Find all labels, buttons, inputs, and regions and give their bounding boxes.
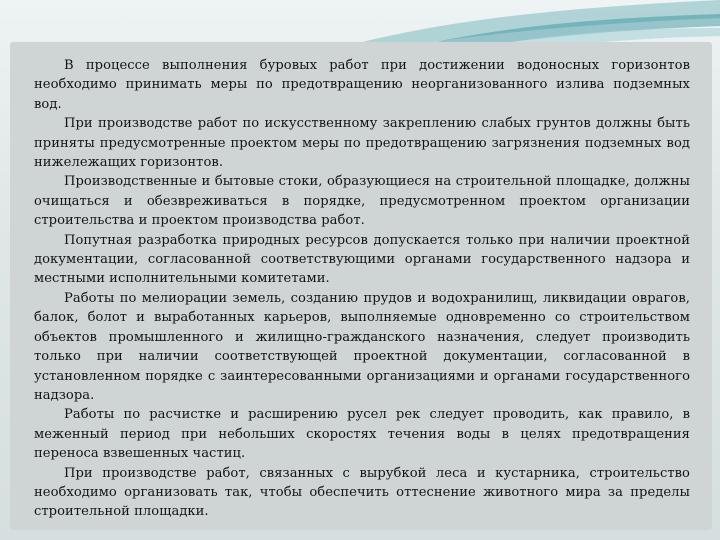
paragraph-drilling-works: В процессе выполнения буровых работ при достижении водоносных горизонтов необходимо принимать меры по предотвращению неорганизованного излива подземных вод. <box>34 58 690 112</box>
paragraph-soil-stabilization: При производстве работ по искусственному закреплению слабых грунтов должны быть приняты предусмотренные проектом меры по предотвращению загрязнения подземных вод нижележащих горизонтов. <box>34 116 690 171</box>
paragraph-forest-clearing: При производстве работ, связанных с вырубкой леса и кустарника, строительство необходимо организовать так, чтобы обеспечить оттеснение животного мира за пределы строительной площадки. <box>34 465 690 520</box>
paragraph-riverbed-clearing: Работы по расчистке и расширению русел рек следует проводить, как правило, в меженный период при небольших скоростях течения воды в целях предотвращения переноса взвешенных частиц. <box>34 407 690 462</box>
paragraph-land-reclamation: Работы по мелиорации земель, созданию прудов и водохранилищ, ликвидации оврагов, балок, болот и выработанных карьеров, выполняемые одновременно со строительством объектов промышленного и жилищно-гражданского назначения, следует производить только при наличии соответствующей проектной документации, согласованной в установленном порядке с заинтересованными организациями и органами государственного надзора. <box>34 290 690 403</box>
slide-text-panel <box>10 42 712 530</box>
paragraph-natural-resources: Попутная разработка природных ресурсов допускается только при наличии проектной документации, согласованной соответствующими органами государственного надзора и местными исполнительными комитетами. <box>34 232 690 287</box>
paragraph-wastewater: Производственные и бытовые стоки, образующиеся на строительной площадке, должны очищаться и обезвреживаться в порядке, предусмотренном проектом организации строительства и проектом производства работ. <box>34 174 690 229</box>
